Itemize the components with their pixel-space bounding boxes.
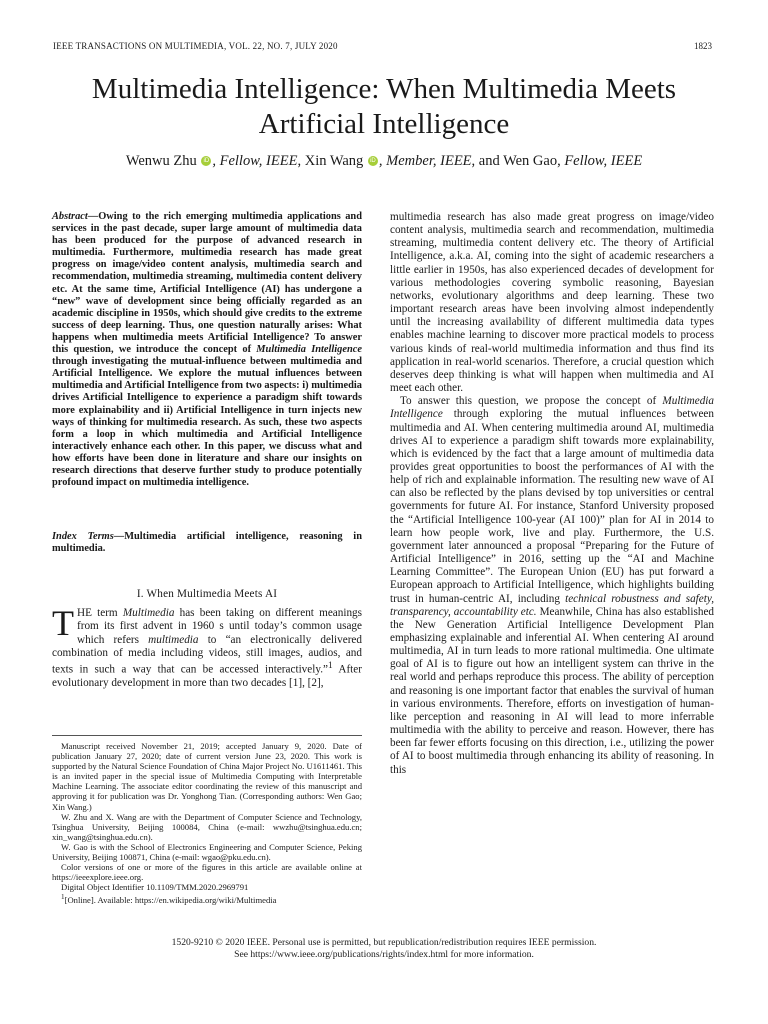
abstract <box>52 211 362 489</box>
footnote-ref[interactable]: 1 <box>327 661 333 672</box>
title-line-1: Multimedia Intelligence: When Multimedia Meets <box>91 73 677 105</box>
section-heading: I. When Multimedia Meets AI <box>136 588 278 600</box>
intro-term: Multimedia <box>122 607 175 619</box>
abstract-text-2: through investigating the mutual-influence between multimedia and Artificial Intelligence. We explore the mutual influences between multimedia and Artificial Intelligence from two aspects: i) multimedia drives Artificial Intelligence to experience a paradigm shift towards more explainability and ii) Artificial Intelligence in turn injects new ways of thinking for multimedia research. As such, these two aspects form a loop in which multimedia and Artificial Intelligence interactively enhance each other. In this paper, we discuss what and how efforts have been done in literature and share our insights on research directions that deserve further study to produce potentially profound impact on multimedia intelligence. <box>52 356 362 489</box>
intro-text: After evolutionary development in more than two decades [1], [2], <box>52 663 362 690</box>
abstract-term: Multimedia Intelligence <box>256 344 362 356</box>
footnotes <box>52 741 362 905</box>
footnote-text: Manuscript received November 21, 2019; accepted January 9, 2020. Date of publication January 27, 2020; date of current version June 23, 2020. This work is supported by the Natural Science Foundation of China Major Project No. U1611461. This is an invited paper in the special issue of Multimedia Computing with Interpretable Machine Learning. The associate editor coordinating the review of this manuscript and approving it for publication was Dr. Yonghong Tian. (Corresponding authors: Wen Gao; Xin Wang.) <box>52 741 362 812</box>
copyright-line-1: 1520-9210 © 2020 IEEE. Personal use is permitted, but republication/redistribution requires IEEE permission. <box>171 937 597 948</box>
intro-paragraph <box>52 603 362 691</box>
title-line-2: Artificial Intelligence <box>258 108 510 140</box>
footnote-url[interactable]: [Online]. Available: https://en.wikipedia.org/wiki/Multimedia <box>64 895 277 906</box>
copyright-line-2[interactable]: See https://www.ieee.org/publications/rights/index.html for more information. <box>234 948 534 960</box>
footnote-manuscript <box>52 741 362 812</box>
footnote-1 <box>52 892 362 905</box>
footnote-mark: 1 <box>61 893 65 902</box>
index-terms-text: —Multimedia artificial intelligence, reasoning in multimedia. <box>52 531 362 555</box>
right-paragraph-1: multimedia research has also made great progress on image/video content analysis, multimedia search and recommendation, multimedia streaming, multimedia content delivery etc. The theory of Artificial Intelligence, a.k.a. AI, coming into the sight of academic researchers a little earlier in 1950s, has also experienced decades of development for various methodologies covering symbolic reasoning, Bayesian networks, evolutionary algorithms and deep learning. These two important research areas have been involving almost independently until the increasing availability of different multimedia data types enables machine learning to discover more practical models to process various kinds of real-world multimedia information and thus find its application in real-world scenarios. Therefore, a crucial question which deserves deep thinking is what will happen when multimedia and AI meet each other. <box>390 211 714 395</box>
drop-cap: T <box>52 603 74 643</box>
right-text: Meanwhile, China has also established the New Generation Artificial Intelligence Development Plan emphasizing explainable and inferential AI. When centering AI around multimedia, AI in turn leads to more rational multimedia. One ultimate goal of AI is to figure out how an intelligent system can thrive in the real world and perhaps reproduce this process. The ability of perception and reasoning is one important factor that enables the survival of human in various environments. Therefore, efforts on investigation of human-like perception and reasoning in AI will lead to more inferrable multimedia with the ability to perceive and reason. However, there has been far fewer efforts focusing on this direction, i.e., utilizing the power of AI to boost multimedia through enhancing its ability of reasoning. In this <box>390 605 715 776</box>
footnote-color: Color versions of one or more of the figures in this article are available online at https://ieeexplore.ieee.org. <box>52 862 362 883</box>
orcid-icon[interactable]: iD <box>368 156 378 166</box>
footnote-rule <box>52 735 362 736</box>
abstract-text-1: —Owing to the rich emerging multimedia applications and services in the past decade, super large amount of multimedia data has been produced for the purpose of advanced research in multimedia. Furthermore, multimedia research has made great progress on image/video content analysis, multimedia search and recommendation, multimedia streaming, multimedia content delivery etc. At the same time, Artificial Intelligence (AI) has undergone a “new” wave of development since being officially regarded as an academic discipline in 1950s, which should give credits to the extreme success of deep learning. Thus, one question naturally arises: What happens when multimedia meets Artificial Intelligence? To answer this question, we introduce the concept of <box>52 211 362 356</box>
author-3-role: Fellow, IEEE <box>564 153 643 169</box>
right-paragraph-2 <box>390 395 714 777</box>
paper-title <box>40 72 728 142</box>
footnote-doi: Digital Object Identifier 10.1109/TMM.2020.2969791 <box>61 882 249 893</box>
right-text: through exploring the mutual influences between multimedia and AI. When centering multimedia around AI, multimedia drives AI to experience a paradigm shift towards more explainability, which is evidenced by the fact that a large amount of multimedia data provides great opportunities to boost the performances of AI with the help of rich and explainable information. The resulting new wave of AI can also be reflected by the plans devised by top universities or central governments for future AI. For instance, Stanford University proposed the “Artificial Intelligence 100-year (AI 100)” plan for AI in 2014 to learn how people work, live and play. Furthermore, the U.S. government later announced a proposal “Preparing for the Future of Artificial Intelligence” in 2016, setting up the “AI and Machine Learning Committee”. The European Union (EU) has put forward a European approach to Artificial Intelligence, which highlights building trust in human-centric AI, including <box>390 408 714 605</box>
index-terms <box>52 531 362 555</box>
author-2: , Xin Wang <box>297 153 364 169</box>
intro-term: multimedia <box>148 633 199 646</box>
intro-text: to “an electronically delivered combination of media including videos, still images, audios, and texts in such a way that can be accessed interactively.” <box>52 633 362 676</box>
right-column <box>390 211 714 777</box>
footnote-affil-2: W. Gao is with the School of Electronics Engineering and Computer Science, Peking University, Beijing 100871, China (e-mail: wgao@pku.edu.cn). <box>52 841 362 863</box>
author-1-role: , Fellow, IEEE <box>212 153 298 169</box>
author-list <box>40 153 728 170</box>
intro-text: HE term <box>77 607 123 619</box>
page-number: 1823 <box>694 41 712 51</box>
author-3: , and Wen Gao, <box>471 153 565 169</box>
abstract-label: Abstract <box>52 211 88 222</box>
author-1: Wenwu Zhu <box>125 153 197 169</box>
right-text: To answer this question, we propose the concept of <box>400 395 663 408</box>
copyright-notice <box>40 937 728 960</box>
author-2-role: , Member, IEEE <box>378 153 472 169</box>
orcid-icon[interactable]: iD <box>201 156 211 166</box>
right-term: technical robustness and safety, transparency, accountability etc. <box>390 592 714 618</box>
right-term: Multimedia Intelligence <box>390 395 714 421</box>
intro-text: has been taking on different meanings from its first advent in 1960 s until today’s common usage which refers <box>77 607 362 646</box>
index-terms-label: Index Terms <box>52 531 114 542</box>
footnote-affil-1: W. Zhu and X. Wang are with the Department of Computer Science and Technology, Tsinghua University, Beijing 100084, China (e-mail: wwzhu@tsinghua.edu.cn; xin_wang@tsinghua.edu.cn). <box>52 811 362 842</box>
running-header: IEEE TRANSACTIONS ON MULTIMEDIA, VOL. 22, NO. 7, JULY 2020 <box>53 41 338 51</box>
